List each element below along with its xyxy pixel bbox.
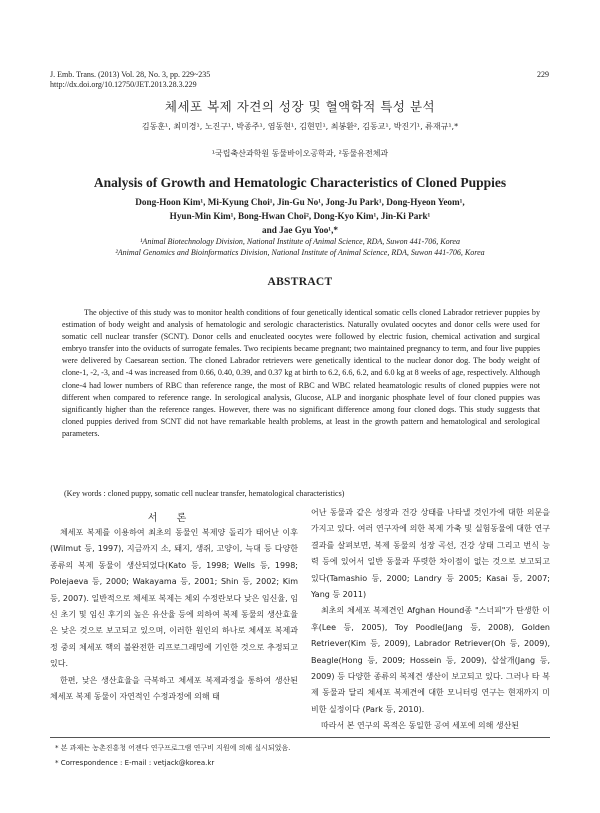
korean-authors: 김동훈¹, 최미경¹, 노진구¹, 박종주¹, 염동현¹, 김현민¹, 최봉환², 김동교¹, 박진기¹, 류재규¹,* (141, 122, 459, 131)
abstract-heading: ABSTRACT (267, 276, 333, 288)
paragraph: 따라서 본 연구의 목적은 동일한 공여 세포에 의해 생산된 (321, 721, 520, 731)
paragraph: 체세포 복제를 이용하여 최초의 동물인 복제양 돌리가 태어난 이후(Wilmut 등, 1997), 지금까지 소, 돼지, 생쥐, 고양이, 늑대 등 다양한 종류의 복제 동물이 생산되었다(Kato 등, 1998; Wells 등, 1998; Polejaeva 등, 2000; Wakayama 등, 2001; Shin 등, 2002; Kim 등, 2007). 일반적으로 체세포 복제는 체외 수정란보다 낮은 임신율, 임신 초기 및 임신 후기의 높은 유산율 등에 의하여 복제 동물의 생산효율은 낮은 것으로 보고되고 있으며, 이러한 원인의 하나로 체세포 복제과정 중의 체세포 핵의 불완전한 리프로그래밍에 기인한 것으로 추정되고 있다. (50, 528, 298, 669)
korean-title: 체세포 복제 자견의 성장 및 혈액학적 특성 분석 (164, 99, 436, 114)
affiliation-line: ¹Animal Biotechnology Division, National Institute of Animal Science, RDA, Suwon 441-706, Korea (140, 237, 460, 246)
paragraph: 한편, 낮은 생산효율을 극복하고 체세포 복제과정을 통하여 생산된 체세포 복제 동물이 자연적인 수정과정에 의해 태 (50, 675, 298, 702)
english-authors (0, 195, 600, 237)
journal-header (50, 70, 210, 90)
author-line: Hyun-Min Kim¹, Bong-Hwan Choi², Dong-Kyo Kim¹, Jin-Ki Park¹ (169, 211, 431, 221)
footnote-divider (50, 737, 550, 738)
journal-citation: J. Emb. Trans. (2013) Vol. 28, No. 3, pp. 229~235 (50, 70, 211, 79)
english-title: Analysis of Growth and Hematologic Characteristics of Cloned Puppies (93, 175, 507, 190)
introduction-heading: 서 론 (147, 513, 195, 524)
page-number: 229 (537, 70, 549, 79)
paragraph: 최초의 체세포 복제견인 Afghan Hound종 "스너피"가 탄생한 이후(Lee 등, 2005), Toy Poodle(Jang 등, 2008), Golden Retriever(Kim 등, 2009), Labrador Retriever(Oh 등, 2009), Beagle(Hong 등, 2009; Hossein 등, 2009), 삽살개(Jang 등, 2009) 등 다양한 종류의 복제견 생산이 보고되고 있다. 그러나 타 복제 동물과 달리 체세포 복제견에 대한 모니터링 연구는 현재까지 미비한 실정이다 (Park 등, 2010). (311, 606, 550, 714)
paragraph: 어난 동물과 같은 성장과 건강 상태를 나타낼 것인가에 대한 의문을 가지고 있다. 여러 연구자에 의한 복제 가축 및 실험동물에 대한 연구 결과를 살펴보면, 복제 동물의 성장 곡선, 건강 상태 그리고 번식 능력 등에 있어서 일반 동물과 뚜렷한 차이점이 없는 것으로 보고되고 있다(Tamashio 등, 2000; Landry 등 2005; Kasai 등, 2007; Yang 등 2011) (311, 508, 550, 600)
korean-affiliation: ¹국립축산과학원 동물바이오공학과, ²동물유전체과 (211, 149, 389, 158)
affiliation-line: ²Animal Genomics and Bioinformatics Division, National Institute of Animal Science, RDA, Suwon 441-706, Korea (115, 248, 485, 257)
abstract-body: The objective of this study was to monitor health conditions of four genetically identical somatic cells cloned Labrador retriever puppies by estimation of body weight and analysis of hematologic and serologic characteristics. Naturally ovulated oocytes and donor cells were used for somatic cell nuclear transfer (SCNT). Donor cells and enucleated oocytes were followed by electric fusion, chemical activation and surgical embryo transfer into the oviducts of surrogate females. Two recipients became pregnant; two maintained pregnancy to term, and four live puppies were delivered by Caesarean section. The cloned Labrador retrievers were genetically identical to the nuclear donor dog. The body weight of clone-1, -2, -3, and -4 was increased from 0.66, 0.40, 0.39, and 0.37 kg at birth to 6.2, 6.6, 6.2, and 6.0 kg at 8 weeks of age, respectively. Although clone-4 had lower numbers of RBC than reference range, the most of RBC and WBC related heamatologic results of cloned puppies were not different when compared to reference range. In serological analysis, Glucose, ALP and inorganic phosphate level of four cloned puppies was significantly higher than the reference ranges. However, there was no significant difference among four cloned dogs. This study suggests that cloned puppies derived from SCNT did not have remarkable health problems, at least in the growth pattern and hematological and serological parameters. (62, 308, 540, 438)
funding-footnote: * 본 과제는 농촌진흥청 어젠다 연구프로그램 연구비 지원에 의해 실시되었음. (55, 744, 291, 752)
correspondence-footnote: * Correspondence : E-mail : vetjack@korea.kr (55, 759, 215, 767)
footnotes (55, 741, 290, 771)
author-line: Dong-Hoon Kim¹, Mi-Kyung Choi¹, Jin-Gu No¹, Jong-Ju Park¹, Dong-Hyeon Yeom¹, (135, 197, 465, 207)
right-column (311, 505, 550, 735)
english-affiliations (0, 236, 600, 258)
left-column (50, 525, 298, 705)
doi-link[interactable]: http://dx.doi.org/10.12750/JET.2013.28.3.229 (50, 80, 197, 89)
keywords: (Key words : cloned puppy, somatic cell nuclear transfer, hematological characteristics) (64, 489, 345, 498)
author-line: and Jae Gyu Yoo¹,* (262, 225, 338, 235)
